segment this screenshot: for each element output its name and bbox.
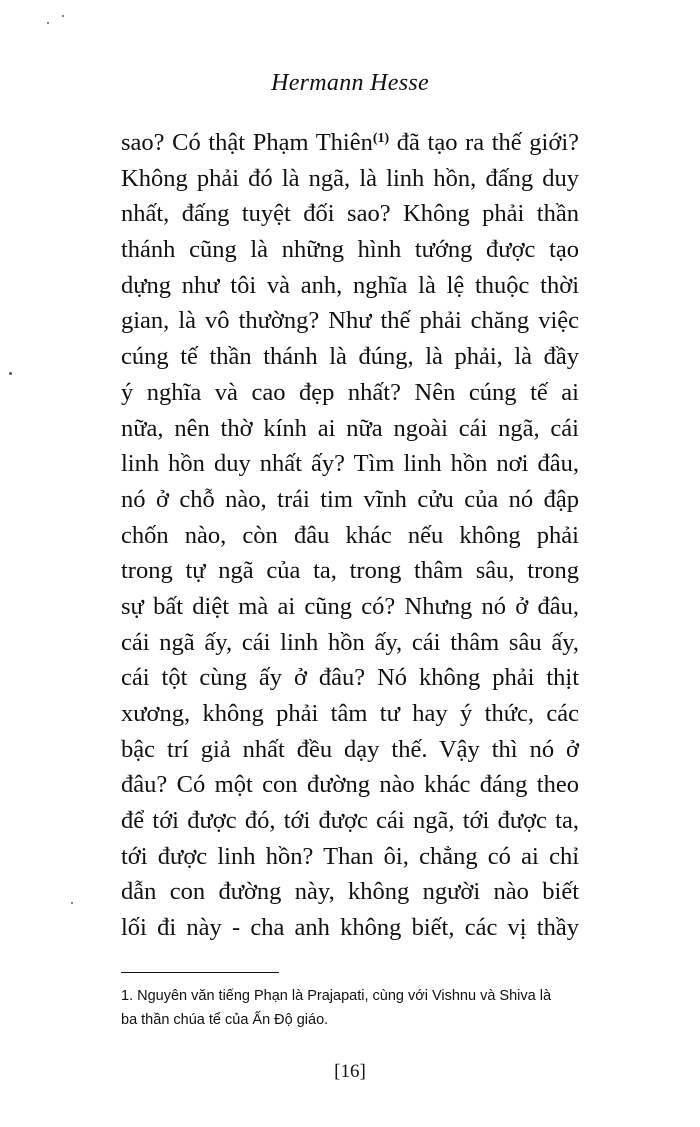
page-speck — [71, 902, 73, 904]
body-line: tới được linh hồn? Than ôi, chẳng có ai chỉ — [121, 842, 579, 870]
body-line: trong tự ngã của ta, trong thâm sâu, trong — [121, 557, 579, 585]
body-text — [121, 125, 579, 946]
page-speck — [62, 15, 64, 17]
page-speck — [47, 22, 49, 24]
body-line: ý nghĩa và cao đẹp nhất? Nên cúng tế ai — [121, 378, 579, 406]
footnote-rule — [121, 972, 279, 973]
body-line: nhất, đấng tuyệt đối sao? Không phải thần — [121, 200, 579, 228]
page-number: [16] — [334, 1061, 366, 1082]
body-line: Không phải đó là ngã, là linh hồn, đấng duy — [121, 164, 579, 192]
body-line: đâu? Có một con đường nào khác đáng theo — [121, 771, 579, 799]
body-line: dẫn con đường này, không người nào biết — [121, 878, 579, 906]
body-line: xương, không phải tâm tư hay ý thức, các — [121, 700, 579, 727]
footnote-line-1: 1. Nguyên văn tiếng Phạn là Prajapati, cùng với Vishnu và Shiva là — [121, 988, 552, 1004]
body-line-1 — [121, 125, 579, 161]
body-line: lối đi này - cha anh không biết, các vị thầy — [121, 914, 579, 942]
body-line: thánh cũng là những hình tướng được tạo — [121, 236, 579, 264]
page-speck — [9, 372, 12, 375]
footnote-line-2: ba thần chúa tể của Ấn Độ giáo. — [121, 1012, 329, 1028]
body-line: gian, là vô thường? Như thế phải chăng việc — [121, 307, 579, 335]
footnote-marker: (1) — [372, 131, 390, 146]
body-line: nó ở chỗ nào, trái tim vĩnh cửu của nó đập — [121, 485, 579, 513]
body-line: cái ngã ấy, cái linh hồn ấy, cái thâm sâu ấy, — [121, 628, 579, 656]
body-line: linh hồn duy nhất ấy? Tìm linh hồn nơi đâu, — [121, 450, 579, 478]
body-line: để tới được đó, tới được cái ngã, tới được ta, — [121, 807, 579, 835]
footnote — [121, 984, 591, 1032]
body-line: chốn nào, còn đâu khác nếu không phải — [121, 521, 579, 549]
body-line: dựng như tôi và anh, nghĩa là lệ thuộc thời — [121, 271, 579, 299]
body-line: nữa, nên thờ kính ai nữa ngoài cái ngã, cái — [121, 414, 579, 442]
body-line-1-tail: đã tạo ra thế giới? — [389, 129, 579, 156]
body-line: sự bất diệt mà ai cũng có? Nhưng nó ở đâu, — [121, 592, 579, 620]
body-line: bậc trí giả nhất đều dạy thế. Vậy thì nó ở — [121, 735, 579, 763]
body-line: cúng tế thần thánh là đúng, là phải, là đầy — [121, 343, 579, 371]
body-line: cái tột cùng ấy ở đâu? Nó không phải thịt — [121, 664, 579, 692]
body-line-1-text: sao? Có thật Phạm Thiên — [121, 129, 373, 156]
running-head: Hermann Hesse — [271, 70, 429, 96]
